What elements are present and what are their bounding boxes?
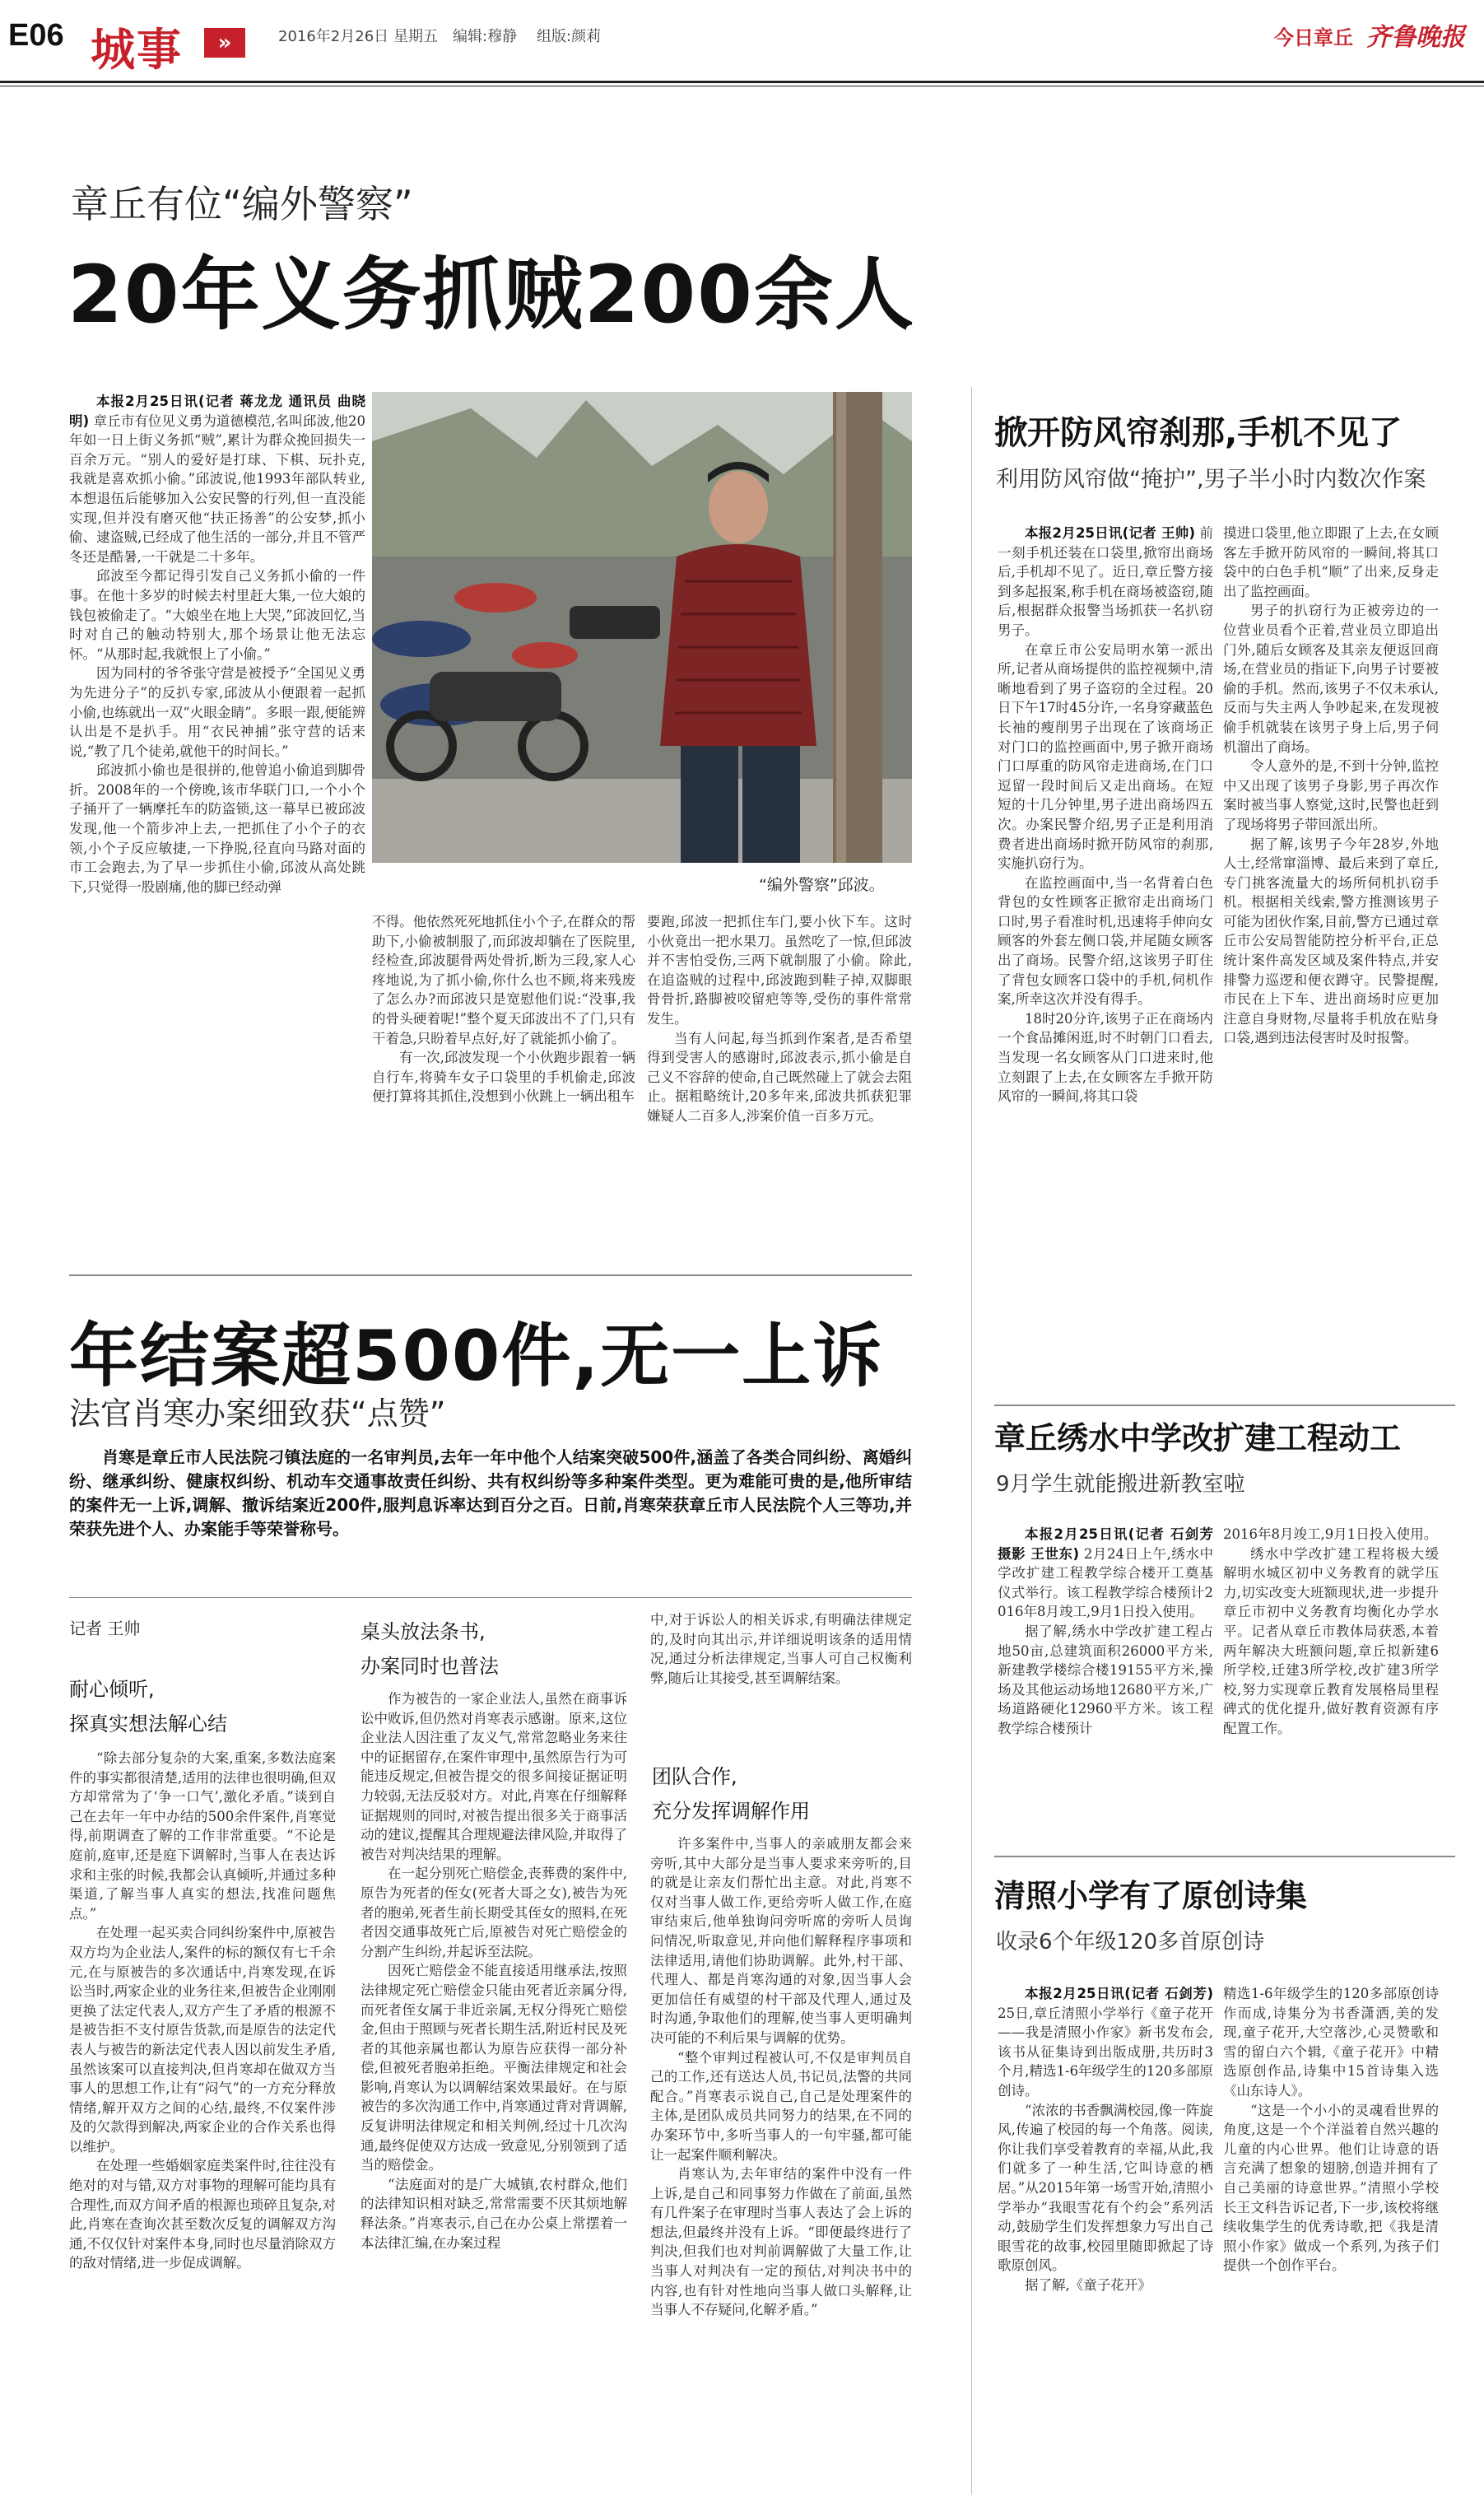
story5-dateline: 本报2月25日讯(记者 石剑芳) xyxy=(1025,1986,1213,2001)
story3-sec2-title-b: 办案同时也普法 xyxy=(361,1655,499,1678)
story2-col2: 摸进口袋里,他立即跟了上去,在女顾客左手掀开防风帘的一瞬间,将其口袋中的白色手机“顺”了出来,反身走出了监控画面。 男子的扒窃行为正被旁边的一位营业员看个正着,营业员立即追出门外,随后女顾客及其亲友便返回商场,在营业员的指证下,向男子讨要被偷的手机。然而,该男子不仅未承认,反而与失主两人争吵起来,在发现被偷手机就装在该男子身上后,男子伺机溜出了商场。 令人意外的是,不到十分钟,监控中又出现了该男子身影,男子再次作案时被当事人察觉,这时,民警也赶到了现场将男子带回派出所。 据了解,该男子今年28岁,外地人士,经常窜淄博、最后来到了章丘,专门挑客流量大的场所伺机扒窃手机。根据相关线索,警方推测该男子可能为团伙作案,目前,警方已通过章丘市公安局智能防控分析平台,正总统计案件高发区域及案件特点,并安排警力巡逻和便衣蹲守。民警提醒,市民在上下车、进出商场时应更加注意自身财物,尽量将手机放在贴身口袋,遇到违法侵害时及时报警。 xyxy=(1223,525,1439,1046)
story1-col3: 要跑,邱波一把抓住车门,要小伙下车。这时小伙竟出一把水果刀。虽然吃了一惊,但邱波并不害怕受伤,三两下就制服了小偷。除此,在追盗贼的过程中,邱波跑到鞋子掉,双脚眼骨骨折,路脚被咬留疤等等,受伤的事件常常发生。 当有人问起,每当抓到作案者,是否希望得到受害人的感谢时,邱波表示,抓小偷是自己义不容辞的使命,自己既然碰上了就会去阻止。据粗略统计,20多年来,邱波共抓获犯罪嫌疑人二百多人,涉案价值一百多万元。 xyxy=(647,914,912,1124)
story2-headline: 掀开防风帘刹那,手机不见了 xyxy=(994,414,1403,452)
column-divider xyxy=(971,387,972,2495)
page-number: E06 xyxy=(8,18,64,53)
story1-bottom-rule xyxy=(69,1274,912,1276)
story3-col1: “除去部分复杂的大案,重案,多数法庭案件的事实都很清楚,适用的法律也很明确,但双方却常常为了‘争一口气’,激化矛盾。”谈到自己在去年一年中办结的500余件案件,肖寒觉得,前期调查了解的工作非常重要。“不论是庭前,庭审,还是庭下调解时,当事人在表达诉求和主张的时候,我都会认真倾听,并通过多种渠道,了解当事人真实的想法,找准问题焦点。” 在处理一起买卖合同纠纷案件中,原被告双方均为企业法人,案件的标的额仅有七千余元,在与原被告的多次通话中,肖寒发现,在诉讼当时,两家企业的业务往来,但被告企业刚刚更换了法定代表人,双方产生了矛盾的根源不是被告拒不支付原告货款,而是原告的法定代表人与被告的新法定代表人因以前发生矛盾,虽然该案可以直接判决,但肖寒却在做双方当事人的思想工作,让有“闷气”的一方充分释放情绪,解开双方之间的心结,最终,不仅案件涉及的欠款得到解决,两家企业的合作关系也得以维护。 在处理一些婚姻家庭类案件时,往往没有绝对的对与错,双方对事物的理解可能均具有合理性,而双方间矛盾的根源也琐碎且复杂,对此,肖寒在查询次甚至数次反复的调解双方沟通,不仅仅针对案件本身,同时也尽量消除双方的敌对情绪,进一步促成调解。 xyxy=(69,1750,336,2271)
issue-date: 2016年2月26日 xyxy=(278,28,389,45)
story1-col1: 本报2月25日讯(记者 蒋龙龙 通讯员 曲晓明) 章丘市有位见义勇为道德模范,名叫邱波,他20年如一日上街义务抓“贼”,累计为群众挽回损失一百余万元。“别人的爱好是打球、下棋、玩扑克,我就是喜欢抓小偷。”邱波说,他1993年部队转业,本想退伍后能够加入公安民警的行列,但一直没能实现,但并没有磨灭他“扶正扬善”的公安梦,抓小偷、逮盗贼,已经成了他生活的一部分,并且不管严冬还是酷暑,一干就是二十多年。 邱波至今都记得引发自己义务抓小偷的一件事。在他十多岁的时候去村里赶大集,一位大娘的钱包被偷走了。“大娘坐在地上大哭,”邱波回忆,当时对自己的触动特别大,那个场景让他无法忘怀。“从那时起,我就恨上了小偷。” 因为同村的爷爷张守营是被授予“全国见义勇为先进分子”的反扒专家,邱波从小便跟着一起抓小偷,也练就出一双“火眼金睛”。多眼一跟,便能辨认出是不是扒手。用“衣民神捕”张守营的话来说,“教了几个徒弟,就他干的时间长。” 邱波抓小偷也是很拼的,他曾追小偷追到脚骨折。2008年的一个傍晚,该市华联门口,一个小个子捅开了一辆摩托车的防盗锁,这一幕早已被邱波发现,他一个箭步冲上去,一把抓住了小个子的衣领,小个子反应敏捷,一下挣脱,径直向马路对面的市工会跑去,为了早一步抓住小偷,邱波从高处跳下,只觉得一股剧痛,他的脚已经动弹 xyxy=(69,394,365,895)
story3-col2: 作为被告的一家企业法人,虽然在商事诉讼中败诉,但仍然对肖寒表示感谢。原来,这位企业法人因注重了友义气,常常忽略业务来往中的证据留存,在案件审理中,虽然原告行为可能违反规定,但被告提交的很多间接证据证明力较弱,无法反驳对方。对此,肖寒在仔细解释证据规则的同时,对被告提出很多关于商事活动的建议,提醒其合理规避法律风险,并取得了被告对判决结果的理解。 在一起分别死亡赔偿金,丧葬费的案件中,原告为死者的侄女(死者大哥之女),被告为死者的胞弟,死者生前长期受其侄女的照料,在死者因交通事故死亡后,原被告对死亡赔偿金的分割产生纠纷,并起诉至法院。 因死亡赔偿金不能直接适用继承法,按照法律规定死亡赔偿金只能由死者近亲属分得,而死者侄女属于非近亲属,无权分得死亡赔偿金,但由于照顾与死者长期生活,附近村民及死者的其他亲属也都认为原告应获得一部分补偿,但被死者胞弟拒绝。平衡法律规定和社会影响,肖寒认为以调解结案效果最好。在与原被告的多次沟通工作中,肖寒通过背对背调解,反复讲明法律规定和相关判例,经过十几次沟通,最终促使双方达成一致意见,分别领到了适当的赔偿金。 “法庭面对的是广大城镇,农村群众,他们的法律知识相对缺乏,常常需要不厌其烦地解释法条。”肖寒表示,自己在办公桌上常摆着一本法律汇编,在办案过程 xyxy=(361,1691,627,2251)
header-divider xyxy=(0,81,1484,83)
story4-col2: 2016年8月竣工,9月1日投入使用。 绣水中学改扩建工程将极大缓解明水城区初中义务教育的就学压力,切实改变大班额现状,进一步提升章丘市初中义务教育均衡化办学水平。记者从章丘市教体局获悉,本着两年解决大班额问题,章丘拟新建6所学校,迁建3所学校,改扩建3所学校,努力实现章丘教育发展格局里程碑式的优化提升,做好教育资源有序配置工作。 xyxy=(1223,1526,1439,1736)
layout-credit: 组版:颜莉 xyxy=(537,28,602,45)
story3-col3b: 许多案件中,当事人的亲戚朋友都会来旁听,其中大部分是当事人要求来旁听的,目的就是让亲友们帮忙出主意。对此,肖寒不仅对当事人做工作,更给旁听人做工作,在庭审结束后,他单独询问旁听席的旁听人员询问情况,听取意见,并向他们解释程序事项和法律适用,请他们协助调解。此外,村干部、代理人、都是肖寒沟通的对象,因当事人会更加信任有威望的村干部及代理人,通过及时沟通,争取他们的理解,使当事人更明确判决可能的不利后果与调解的优势。 “整个审判过程被认可,不仅是审判员自己的工作,还有送达人员,书记员,法警的共同配合。”肖寒表示说自己,自己是处理案件的主体,是团队成员共同努力的结果,在不同的办案环节中,多听当事人的一句牢骚,都可能让一起案件顺利解决。 肖寒认为,去年审结的案件中没有一件上诉,是自己和同事努力作做在了前面,虽然有几件案子在审理时当事人表达了会上诉的想法,但最终并没有上诉。“即便最终进行了判决,但我们也对判前调解做了大量工作,让当事人对判决有一定的预估,对判决书中的内容,也有针对性地向当事人做口头解释,让当事人不存疑问,化解矛盾。” xyxy=(650,1836,912,2318)
story4-dateline: 本报2月25日讯(记者 石剑芳 摄影 王世东) xyxy=(998,1526,1213,1562)
story3-lead-rule xyxy=(69,1597,912,1598)
story3-sec3-title-a: 团队合作, xyxy=(652,1765,737,1788)
story4-bottom-rule xyxy=(994,1856,1455,1857)
story3-col3a: 中,对于诉讼人的相关诉求,有明确法律规定的,及时向其出示,并详细说明该条的适用情况,通过分析法律规定,当事人可自己权衡利弊,随后让其接受,甚至调解结案。 xyxy=(650,1612,912,1686)
story1-photo-caption: “编外警察”邱波。 xyxy=(759,876,885,894)
issue-weekday: 星期五 xyxy=(393,28,438,45)
story3-sec1-title-a: 耐心倾听, xyxy=(69,1678,155,1701)
story5-headline: 清照小学有了原创诗集 xyxy=(994,1878,1308,1914)
story1-col2: 不得。他依然死死地抓住小个子,在群众的帮助下,小偷被制服了,而邱波却躺在了医院里,经检查,邱波腿骨两处骨折,断为三段,家人心疼地说,为了抓小偷,你什么也不顾,将来残废了怎么办?而邱波只是宽慰他们说:“没事,我的骨头硬着呢!”整个夏天邱波出不了门,只有干着急,只盼着早点好,好了就能抓小偷了。 有一次,邱波发现一个小伙跑步跟着一辆自行车,将骑车女子口袋里的手机偷走,邱波便打算将其抓住,没想到小伙跳上一辆出租车 xyxy=(372,914,635,1105)
story2-subhead: 利用防风帘做“掩护”,男子半小时内数次作案 xyxy=(996,467,1426,492)
section-arrow-icon: » xyxy=(204,28,245,58)
story4-col1: 本报2月25日讯(记者 石剑芳 摄影 王世东) 2月24日上午,绣水中学改扩建工程教学综合楼开工奠基仪式举行。该工程教学综合楼预计2016年8月竣工,9月1日投入使用。 据了解,绣水中学改扩建工程占地50亩,总建筑面积26000平方米,新建教学楼综合楼19155平方米,操场及其他运动场地12680平方米,广场道路硬化12960平方米。该工程教学综合楼预计 xyxy=(998,1526,1213,1736)
section-title: 城事 xyxy=(91,24,183,76)
paper-logo: 齐鲁晚报 xyxy=(1366,23,1465,52)
story1-kicker: 章丘有位“编外警察” xyxy=(71,182,413,226)
story5-subhead: 收录6个年级120多首原创诗 xyxy=(996,1930,1265,1954)
story3-sec2-title-a: 桌头放法条书, xyxy=(361,1620,486,1643)
story1-photo xyxy=(372,392,912,863)
story4-subhead: 9月学生就能搬进新教室啦 xyxy=(996,1472,1245,1497)
story2-col1: 本报2月25日讯(记者 王帅) 前一刻手机还装在口袋里,掀帘出商场后,手机却不见了。近日,章丘警方接到多起报案,称手机在商场被盗窃,随后,根据群众报警当场抓获一名扒窃男子。 在章丘市公安局明水第一派出所,记者从商场提供的监控视频中,清晰地看到了男子盗窃的全过程。20日下午17时45分许,一名身穿藏蓝色长袖的瘦削男子出现在了该商场正对门口的监控画面中,男子掀开商场门口厚重的防风帘走进商场,在门口逗留一段时间后又走出商场。在短短的十几分钟里,男子进出商场四五次。办案民警介绍,男子正是利用消费者进出商场时掀开防风帘的刹那,实施扒窃行为。 在监控画面中,当一名背着白色背包的女性顾客正掀帘走出商场门口时,男子看准时机,迅速将手伸向女顾客的外套左侧口袋,并尾随女顾客出了商场。民警介绍,这该男子盯住了背包女顾客口袋中的手机,伺机作案,所幸这次并没有得手。 18时20分许,该男子正在商场内一个食品摊闲逛,时不时朝门口看去,当发现一名女顾客从门口进来时,他立刻跟了上去,在女顾客左手掀开防风帘的一瞬间,将其口袋 xyxy=(998,525,1213,1105)
story5-col1: 本报2月25日讯(记者 石剑芳) 25日,章丘清照小学举行《童子花开——我是清照小作家》新书发布会,该书从征集诗到出版成册,共历时3个月,精选1-6年级学生的120多部原创诗。 “浓浓的书香飘满校园,像一阵旋风,传遍了校园的每一个角落。阅读,你让我们享受着教育的幸福,从此,我们就多了一种生活,它叫诗意的栖居。”从2015年第一场雪开始,清照小学举办“我眼雪花有个约会”系列活动,鼓励学生们发挥想象力写出自己眼雪花的故事,校园里随即掀起了诗歌原创风。 据了解,《童子花开》 xyxy=(998,1986,1213,2293)
editor-credit: 编辑:穆静 xyxy=(453,28,518,45)
story3-lead: 肖寒是章丘市人民法院刁镇法庭的一名审判员,去年一年中他个人结案突破500件,涵盖了各类合同纠纷、离婚纠纷、继承纠纷、健康权纠纷、机动车交通事故责任纠纷、共有权纠纷等多种案件类型。更为难能可贵的是,他所审结的案件无一上诉,调解、撤诉结案近200件,服判息诉率达到百分之百。日前,肖寒荣获章丘市人民法院个人三等功,并荣获先进个人、办案能手等荣誉称号。 xyxy=(69,1447,912,1539)
story1-headline: 20年义务抓贼200余人 xyxy=(67,249,915,341)
story4-headline: 章丘绣水中学改扩建工程动工 xyxy=(994,1420,1402,1456)
story2-bottom-rule xyxy=(994,1405,1455,1406)
story3-subhead: 法官肖寒办案细致获“点赞” xyxy=(69,1395,446,1432)
story3-sec3-title-b: 充分发挥调解作用 xyxy=(652,1800,810,1823)
story3-headline: 年结案超500件,无一上诉 xyxy=(69,1316,884,1396)
street-scene-illustration xyxy=(372,392,912,863)
story1-dateline: 本报2月25日讯(记者 蒋龙龙 通讯员 曲晓明) xyxy=(69,394,365,429)
story5-col2: 精选1-6年级学生的120多部原创诗作而成,诗集分为书香潇洒,美的发现,童子花开,大空落沙,心灵赞歌和雪的留白六个辑,《童子花开》中精选原创作品,诗集中15首诗集入选《山东诗人》。 “这是一个小小的灵魂看世界的角度,这是一个个洋溢着自然兴趣的儿童的内心世界。他们让诗意的语言充满了想象的翅膀,创造并拥有了自己美丽的诗意世界。”清照小学校长王文科告诉记者,下一步,该校将继续收集学生的优秀诗歌,把《我是清照小作家》做成一个系列,为孩子们提供一个创作平台。 xyxy=(1223,1986,1439,2274)
story3-byline: 记者 王帅 xyxy=(69,1619,141,1638)
story3-sec1-title-b: 探真实想法解心结 xyxy=(69,1712,227,1735)
story2-dateline: 本报2月25日讯(记者 王帅) xyxy=(1025,525,1195,541)
zone-label: 今日章丘 xyxy=(1274,26,1353,49)
